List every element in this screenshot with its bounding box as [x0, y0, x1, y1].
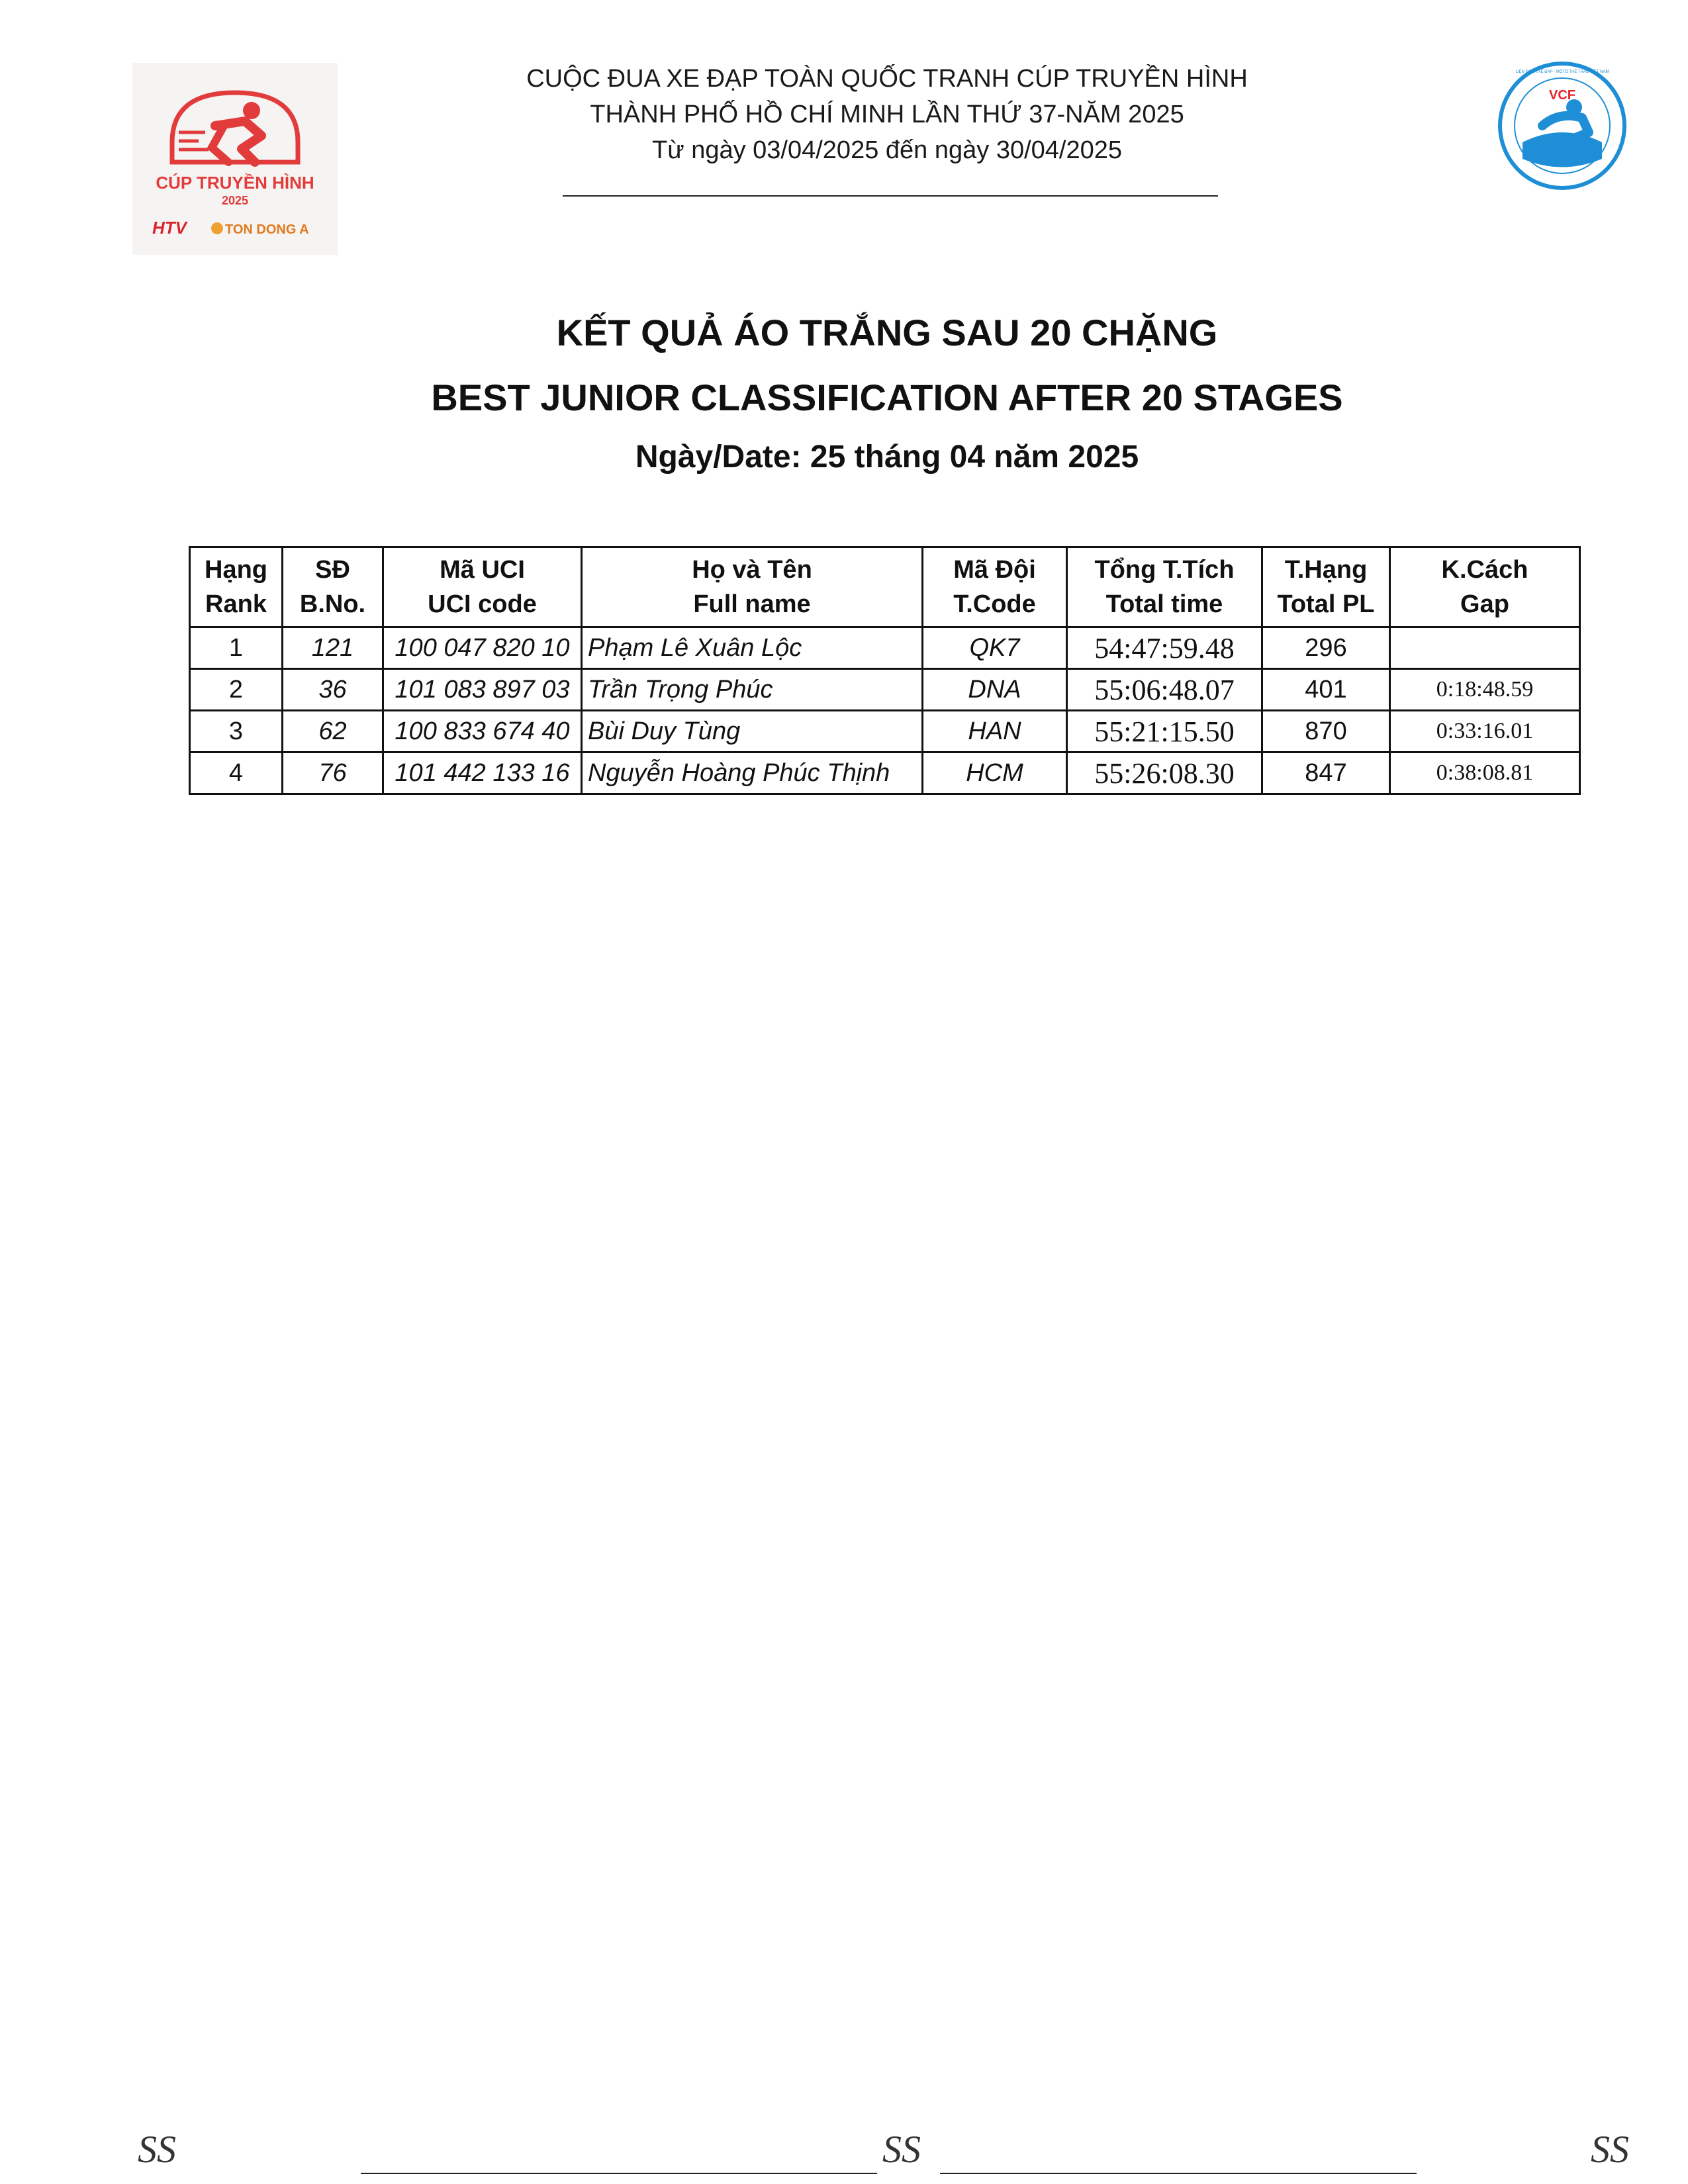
cell-name: Nguyễn Hoàng Phúc Thịnh	[582, 752, 923, 794]
cell-bib: 76	[283, 752, 383, 794]
cell-rank: 1	[190, 627, 283, 669]
cell-team: HCM	[923, 752, 1067, 794]
cell-team: QK7	[923, 627, 1067, 669]
cell-gap: 0:38:08.81	[1390, 752, 1580, 794]
header-gap: K.Cách Gap	[1390, 547, 1580, 627]
cell-placing: 296	[1262, 627, 1390, 669]
svg-text:SS: SS	[138, 2128, 176, 2171]
table-header-row	[190, 547, 1580, 627]
cell-rank: 3	[190, 711, 283, 752]
header-line-2: THÀNH PHỐ HỒ CHÍ MINH LẦN THỨ 37-NĂM 2025	[590, 101, 1184, 128]
header-line-3: Từ ngày 03/04/2025 đến ngày 30/04/2025	[651, 136, 1122, 164]
logo-sponsor-text: TON DONG A	[225, 222, 309, 237]
footer-mark-left	[132, 2121, 192, 2174]
cell-gap	[1390, 627, 1580, 669]
cup-truyen-hinh-logo	[132, 63, 338, 255]
header-name: Họ và Tên Full name	[582, 547, 923, 627]
cell-name: Phạm Lê Xuân Lộc	[582, 627, 923, 669]
title-english: BEST JUNIOR CLASSIFICATION AFTER 20 STAGES	[431, 377, 1343, 418]
cell-name: Trần Trọng Phúc	[582, 669, 923, 711]
header-placing: T.Hạng Total PL	[1262, 547, 1390, 627]
table-row	[190, 752, 1580, 794]
logo-htv-text: HTV	[152, 218, 187, 238]
title-date: Ngày/Date: 25 tháng 04 năm 2025	[635, 439, 1139, 475]
vcf-logo-text: VCF	[1549, 88, 1575, 103]
organizer-header	[516, 61, 1258, 168]
title-vietnamese: KẾT QUẢ ÁO TRẮNG SAU 20 CHẶNG	[556, 312, 1218, 353]
cell-uci: 100 047 820 10	[383, 627, 582, 669]
cell-gap: 0:33:16.01	[1390, 711, 1580, 752]
table-row	[190, 711, 1580, 752]
cell-bib: 36	[283, 669, 383, 711]
header-rank: Hạng Rank	[190, 547, 283, 627]
table-row	[190, 669, 1580, 711]
document-titles	[0, 301, 1688, 484]
header-divider	[563, 195, 1218, 197]
logo-cup-text: CÚP TRUYỀN HÌNH	[156, 173, 314, 193]
cell-uci: 101 442 133 16	[383, 752, 582, 794]
cell-team: HAN	[923, 711, 1067, 752]
cell-rank: 2	[190, 669, 283, 711]
header-uci: Mã UCI UCI code	[383, 547, 582, 627]
cell-bib: 121	[283, 627, 383, 669]
cell-placing: 847	[1262, 752, 1390, 794]
cell-name: Bùi Duy Tùng	[582, 711, 923, 752]
cell-bib: 62	[283, 711, 383, 752]
cell-uci: 101 083 897 03	[383, 669, 582, 711]
cell-gap: 0:18:48.59	[1390, 669, 1580, 711]
cell-rank: 4	[190, 752, 283, 794]
vcf-logo-ring-text: LIÊN ĐOÀN XE ĐẠP - MÔTÔ THỂ THAO VIỆT NAM	[1515, 70, 1609, 74]
header-time: Tổng T.Tích Total time	[1067, 547, 1262, 627]
results-table	[189, 546, 1581, 795]
footer-signature-line-left	[361, 2173, 877, 2174]
cell-placing: 870	[1262, 711, 1390, 752]
header-line-1: CUỘC ĐUA XE ĐẠP TOÀN QUỐC TRANH CÚP TRUYỀN HÌNH	[526, 65, 1248, 93]
cell-team: DNA	[923, 669, 1067, 711]
cell-time: 55:06:48.07	[1067, 669, 1262, 711]
cell-uci: 100 833 674 40	[383, 711, 582, 752]
header-bib: SĐ B.No.	[283, 547, 383, 627]
table-row	[190, 627, 1580, 669]
footer-mark-center	[877, 2121, 937, 2174]
vcf-logo	[1496, 60, 1628, 192]
logo-year-text: 2025	[221, 194, 249, 207]
cell-time: 55:26:08.30	[1067, 752, 1262, 794]
footer-mark-right	[1585, 2121, 1645, 2174]
header-team: Mã Đội T.Code	[923, 547, 1067, 627]
cell-time: 55:21:15.50	[1067, 711, 1262, 752]
cell-placing: 401	[1262, 669, 1390, 711]
footer-signature-line-right	[940, 2173, 1417, 2174]
svg-text:SS: SS	[1591, 2128, 1629, 2171]
cell-time: 54:47:59.48	[1067, 627, 1262, 669]
svg-text:SS: SS	[882, 2128, 921, 2171]
